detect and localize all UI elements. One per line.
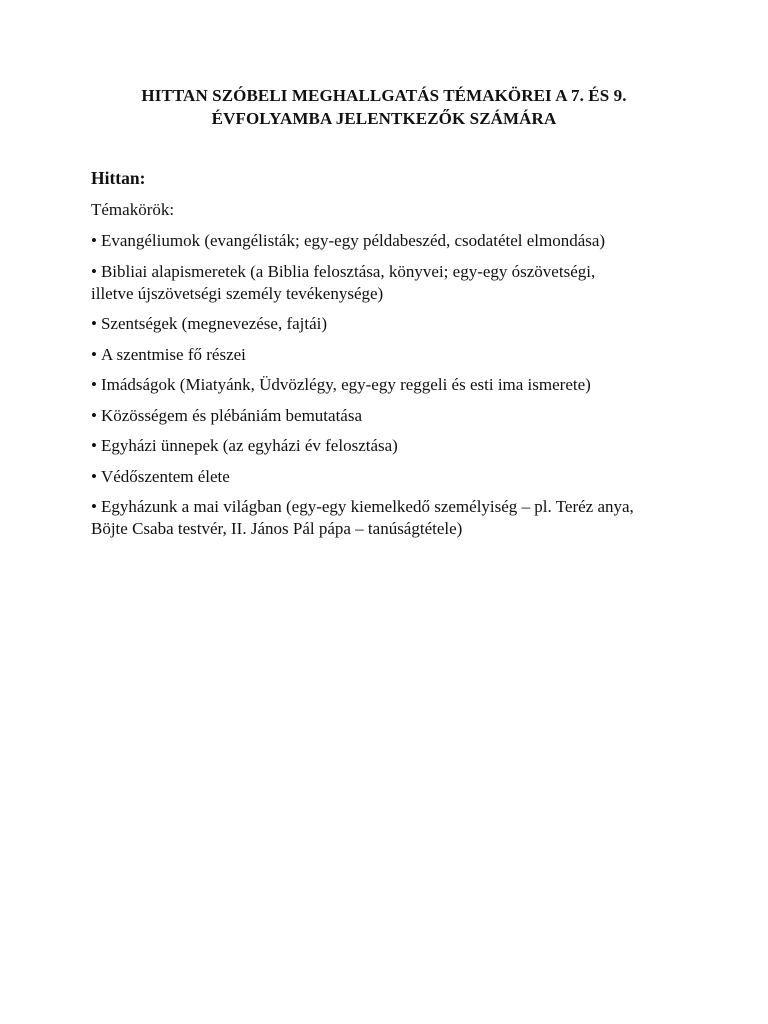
topic-text: Imádságok (Miatyánk, Üdvözlégy, egy-egy reggeli és esti ima ismerete) <box>100 375 591 394</box>
bullet-icon: • <box>91 466 97 486</box>
topic-text: Közösségem és plébániám bemutatása <box>100 405 363 425</box>
bullet-icon: • <box>91 261 97 281</box>
bullet-icon: • <box>91 231 97 250</box>
topic-text: Szentségek (megnevezése, fajtái) <box>100 314 328 333</box>
topic-item-egyhazunk <box>91 496 691 540</box>
topics-list <box>91 230 691 549</box>
topic-item-egyhazi-unnepek <box>91 435 691 457</box>
title-line-2: ÉVFOLYAMBA JELENTKEZŐK SZÁMÁRA <box>211 109 557 128</box>
topic-item-evangeliumok <box>91 230 691 252</box>
topic-text-line-2: illetve újszövetségi személy tevékenysége) <box>91 283 384 303</box>
topic-item-szentmise <box>91 344 691 366</box>
topic-item-vedoszentem <box>91 466 691 488</box>
bullet-icon: • <box>91 497 97 516</box>
topic-item-imadsagok <box>91 374 691 396</box>
topic-text: Védőszentem élete <box>100 466 230 486</box>
topic-item-kozossegem <box>91 405 691 427</box>
bullet-icon: • <box>91 405 97 425</box>
topic-text: Evangéliumok (evangélisták; egy-egy példabeszéd, csodatétel elmondása) <box>100 231 606 250</box>
topic-text-line-1: Egyházunk a mai világban (egy-egy kiemelkedő személyiség – pl. Teréz anya, <box>100 497 634 516</box>
topic-text: Egyházi ünnepek (az egyházi év felosztása) <box>100 436 398 455</box>
topic-item-bibliai-alapismeretek <box>91 261 691 305</box>
document-title <box>60 84 708 130</box>
bullet-icon: • <box>91 344 97 364</box>
topic-text-line-1: Bibliai alapismeretek (a Biblia felosztása, könyvei; egy-egy ószövetségi, <box>100 261 596 281</box>
section-heading: Hittan: <box>91 168 146 188</box>
bullet-icon: • <box>91 375 97 394</box>
topic-item-szentsegek <box>91 313 691 335</box>
bullet-icon: • <box>91 436 97 455</box>
title-line-1: HITTAN SZÓBELI MEGHALLGATÁS TÉMAKÖREI A 7. ÉS 9. <box>141 86 627 105</box>
topic-text-line-2: Böjte Csaba testvér, II. János Pál pápa – tanúságtétele) <box>91 519 463 538</box>
topic-text: A szentmise fő részei <box>100 344 246 364</box>
bullet-icon: • <box>91 314 97 333</box>
topics-label: Témakörök: <box>91 200 175 219</box>
